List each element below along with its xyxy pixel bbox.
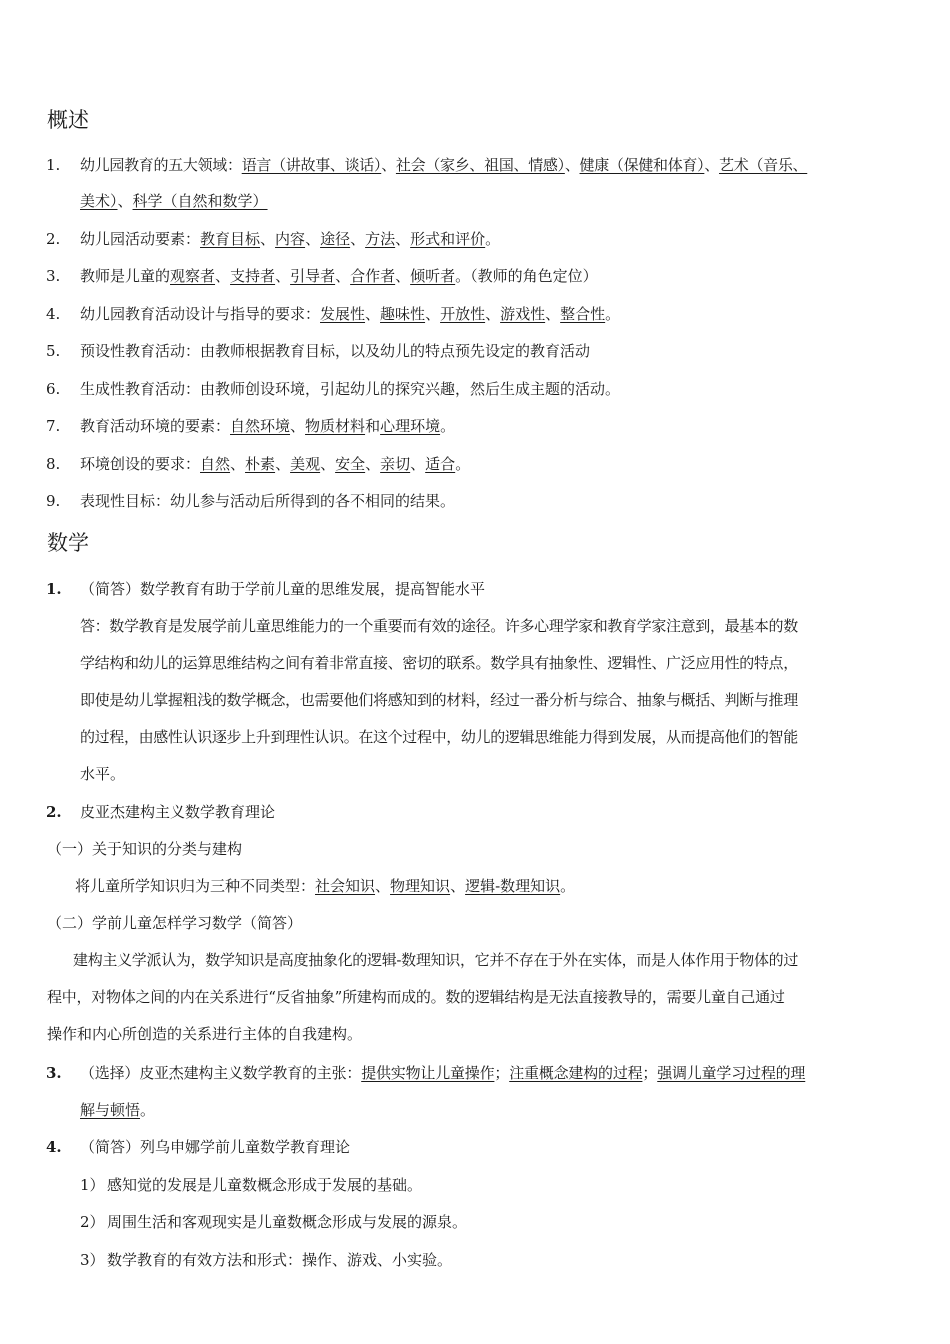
item-prefix: 幼儿园教育活动设计与指导的要求： <box>80 305 321 323</box>
separator: 、 <box>290 417 306 435</box>
requirement: 美观 <box>290 455 321 473</box>
list-number: 5. <box>46 342 61 360</box>
separator: 、 <box>485 305 501 323</box>
point-text: 感知觉的发展是儿童数概念形成于发展的基础。 <box>107 1176 423 1194</box>
item-end: 。（教师的角色定位） <box>455 267 598 285</box>
knowledge-types <box>75 877 575 895</box>
env-psychological: 心理环境 <box>380 417 441 435</box>
element-form: 形式和评价 <box>410 230 486 248</box>
subsection-title: （一）关于知识的分类与建构 <box>47 840 243 858</box>
element-approach: 途径 <box>320 230 351 248</box>
list-item-generative-activity: 生成性教育活动：由教师创设环境，引起幼儿的探究兴趣，然后生成主题的活动。 <box>80 380 621 398</box>
item-end: 。 <box>455 455 471 473</box>
element-method: 方法 <box>365 230 396 248</box>
separator: 、 <box>260 230 276 248</box>
claim-understanding-cont: 解与顿悟 <box>80 1101 141 1119</box>
separator: 、 <box>350 230 366 248</box>
separator: ； <box>494 1064 510 1082</box>
section-title-math: 数学 <box>47 531 89 555</box>
list-item-environment-requirements <box>80 455 470 473</box>
list-item-domains-cont <box>80 192 268 210</box>
point-number: 1） <box>80 1176 105 1194</box>
separator: 、 <box>545 305 561 323</box>
role-supporter: 支持者 <box>230 267 276 285</box>
separator: 、 <box>275 267 291 285</box>
separator: 、 <box>230 455 246 473</box>
list-item-preset-activity: 预设性教育活动：由教师根据教育目标，以及幼儿的特点预先设定的教育活动 <box>80 342 591 360</box>
role-observer: 观察者 <box>170 267 216 285</box>
list-item-teacher-roles <box>80 267 598 285</box>
paragraph-line: 建构主义学派认为，数学知识是高度抽象化的逻辑-数理知识，它并不存在于外在实体，而是人体作用于物体的过 <box>73 951 799 969</box>
question-piaget-claims-cont <box>80 1101 155 1119</box>
item-end: 。 <box>485 230 501 248</box>
separator: 、 <box>365 305 381 323</box>
item-end: 。 <box>605 305 621 323</box>
separator: 、 <box>564 156 580 174</box>
paragraph-line: 程中，对物体之间的内在关系进行“反省抽象”所建构而成的。数的逻辑结构是无法直接教导的，需要儿童自己通过 <box>47 988 785 1006</box>
item-prefix: 幼儿园活动要素： <box>80 230 201 248</box>
separator: 和 <box>365 417 381 435</box>
separator: 、 <box>704 156 720 174</box>
question-title: 皮亚杰建构主义数学教育理论 <box>80 803 276 821</box>
subsection-title: （二）学前儿童怎样学习数学（简答） <box>47 914 303 932</box>
knowledge-social: 社会知识 <box>315 877 376 895</box>
question-title: （简答）数学教育有助于学前儿童的思维发展，提高智能水平 <box>80 580 486 598</box>
list-number: 3. <box>46 267 61 285</box>
separator: 、 <box>320 455 336 473</box>
point-number: 3） <box>80 1251 105 1269</box>
list-item-domains <box>80 156 807 174</box>
separator: 、 <box>117 192 133 210</box>
item-prefix: （选择）皮亚杰建构主义数学教育的主张： <box>80 1064 362 1082</box>
answer-line: 水平。 <box>80 765 126 783</box>
knowledge-logical-math: 逻辑-数理知识 <box>465 877 561 895</box>
item-end: 。 <box>560 877 576 895</box>
list-number: 2. <box>46 230 61 248</box>
claim-construction: 注重概念建构的过程 <box>509 1064 643 1082</box>
list-item-environment-elements <box>80 417 455 435</box>
domain-health: 健康（保健和体育） <box>579 156 705 174</box>
knowledge-physical: 物理知识 <box>390 877 451 895</box>
separator: 、 <box>395 230 411 248</box>
requirement: 整合性 <box>560 305 606 323</box>
question-number: 4. <box>46 1138 62 1156</box>
question-piaget-claims <box>80 1064 805 1082</box>
role-partner: 合作者 <box>350 267 396 285</box>
separator: 、 <box>365 455 381 473</box>
separator: 、 <box>425 305 441 323</box>
item-prefix: 将儿童所学知识归为三种不同类型： <box>75 877 316 895</box>
list-number: 8. <box>46 455 61 473</box>
paragraph-line: 操作和内心所创造的关系进行主体的自我建构。 <box>47 1025 363 1043</box>
item-prefix: 教育活动环境的要素： <box>80 417 231 435</box>
answer-line: 即使是幼儿掌握粗浅的数学概念，也需要他们将感知到的材料，经过一番分析与综合、抽象与概括、判断与推理 <box>80 691 798 709</box>
separator: 、 <box>275 455 291 473</box>
requirement: 游戏性 <box>500 305 546 323</box>
env-natural: 自然环境 <box>230 417 291 435</box>
claim-operation: 提供实物让儿童操作 <box>361 1064 495 1082</box>
separator: 、 <box>215 267 231 285</box>
requirement: 发展性 <box>320 305 366 323</box>
item-prefix: 幼儿园教育的五大领域： <box>80 156 242 174</box>
point-number: 2） <box>80 1213 105 1231</box>
list-number: 4. <box>46 305 61 323</box>
domain-society: 社会（家乡、祖国、情感） <box>395 156 565 174</box>
answer-line: 的过程，由感性认识逐步上升到理性认识。在这个过程中，幼儿的逻辑思维能力得到发展，从而提高他们的智能 <box>80 728 798 746</box>
requirement: 开放性 <box>440 305 486 323</box>
list-item-design-requirements <box>80 305 620 323</box>
list-item-expressive-goal: 表现性目标：幼儿参与活动后所得到的各不相同的结果。 <box>80 492 456 510</box>
list-number: 1. <box>46 156 61 174</box>
claim-understanding: 强调儿童学习过程的理 <box>657 1064 806 1082</box>
question-number: 2. <box>46 803 62 821</box>
list-number: 9. <box>46 492 61 510</box>
role-listener: 倾听者 <box>410 267 456 285</box>
separator: ； <box>642 1064 658 1082</box>
separator: 、 <box>335 267 351 285</box>
answer-line: 学结构和幼儿的运算思维结构之间有着非常直接、密切的联系。数学具有抽象性、逻辑性、广泛应用性的特点， <box>80 654 798 672</box>
element-goal: 教育目标 <box>200 230 261 248</box>
list-number: 7. <box>46 417 61 435</box>
answer-line: 答：数学教育是发展学前儿童思维能力的一个重要而有效的途径。许多心理学家和教育学家注意到，最基本的数 <box>80 617 798 635</box>
requirement: 亲切 <box>380 455 411 473</box>
separator: 、 <box>410 455 426 473</box>
domain-art-cont: 美术） <box>80 192 118 210</box>
domain-science: 科学（自然和数学） <box>132 192 268 210</box>
requirement: 趣味性 <box>380 305 426 323</box>
requirement: 适合 <box>425 455 456 473</box>
requirement: 朴素 <box>245 455 276 473</box>
point-text: 数学教育的有效方法和形式：操作、游戏、小实验。 <box>107 1251 453 1269</box>
separator: 、 <box>450 877 466 895</box>
separator: 、 <box>305 230 321 248</box>
item-end: 。 <box>440 417 456 435</box>
requirement: 安全 <box>335 455 366 473</box>
question-title: （简答）列乌申娜学前儿童数学教育理论 <box>80 1138 351 1156</box>
domain-language: 语言（讲故事、谈话） <box>241 156 382 174</box>
section-title-overview: 概述 <box>47 108 89 132</box>
question-number: 3. <box>46 1064 62 1082</box>
list-number: 6. <box>46 380 61 398</box>
item-end: 。 <box>140 1101 156 1119</box>
separator: 、 <box>375 877 391 895</box>
item-prefix: 环境创设的要求： <box>80 455 201 473</box>
requirement: 自然 <box>200 455 231 473</box>
separator: 、 <box>395 267 411 285</box>
list-item-activity-elements <box>80 230 500 248</box>
domain-art: 艺术（音乐、 <box>719 156 808 174</box>
env-material: 物质材料 <box>305 417 366 435</box>
question-number: 1. <box>46 580 62 598</box>
point-text: 周围生活和客观现实是儿童数概念形成与发展的源泉。 <box>107 1213 468 1231</box>
item-prefix: 教师是儿童的 <box>80 267 171 285</box>
separator: 、 <box>381 156 396 174</box>
element-content: 内容 <box>275 230 306 248</box>
role-guide: 引导者 <box>290 267 336 285</box>
